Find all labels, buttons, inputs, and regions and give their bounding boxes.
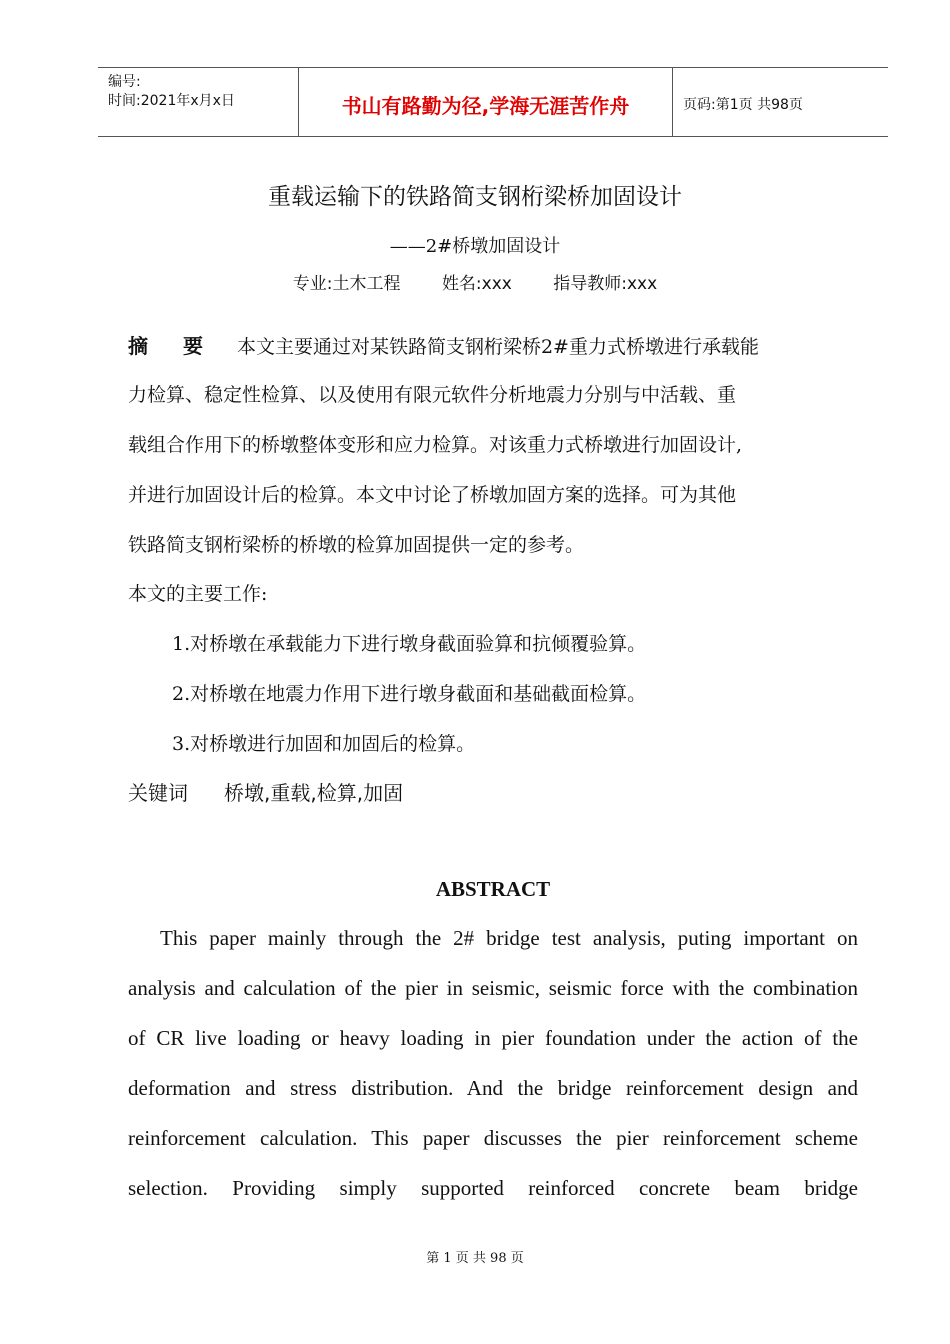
author-meta [0,269,950,294]
abstract-en-line: This paper mainly through the 2# bridge test analysis, puting important on [160,926,858,950]
abstract-cn-line [128,330,759,359]
abstract-en-line: selection. Providing simply supported reinforced concrete beam bridge [128,1176,858,1200]
abstract-en-line: reinforcement calculation. This paper discusses the pier reinforcement scheme [128,1126,858,1150]
keywords-label: 关键词 [128,781,188,805]
major-field: 专业:土木工程 [292,274,401,294]
abstract-cn-line: 铁路简支钢桁梁桥的桥墩的检算加固提供一定的参考。 [128,534,585,556]
document-header [98,67,888,137]
header-page-cell [673,68,888,136]
work-heading: 本文的主要工作: [128,583,268,605]
work-item: 3.对桥墩进行加固和加固后的检算。 [172,733,476,755]
header-meta-cell [98,68,299,136]
motto-text: 书山有路勤为径,学海无涯苦作舟 [341,94,630,118]
header-page-info: 页码:第1页 共98页 [683,97,803,113]
advisor-field: 指导教师:xxx [553,274,658,294]
abstract-en-line: deformation and stress distribution. And the bridge reinforcement design and [128,1076,858,1100]
document-subtitle: ——2#桥墩加固设计 [389,236,561,257]
keywords-value: 桥墩,重载,检算,加固 [224,781,404,805]
serial-number-label: 编号: [108,74,141,90]
abstract-en-line: analysis and calculation of the pier in seismic, seismic force with the combination [128,976,858,1000]
work-item: 2.对桥墩在地震力作用下进行墩身截面和基础截面检算。 [172,683,647,705]
header-motto-cell [299,68,673,136]
abstract-en-line: of CR live loading or heavy loading in pier foundation under the action of the [128,1026,858,1050]
abstract-cn-line: 载组合作用下的桥墩整体变形和应力检算。对该重力式桥墩进行加固设计, [128,434,743,456]
abstract-cn-text: 本文主要通过对某铁路简支钢桁梁桥2#重力式桥墩进行承载能 [236,336,759,358]
abstract-en-heading: ABSTRACT [435,877,551,901]
keywords-line [128,777,403,806]
abstract-cn-line: 力检算、稳定性检算、以及使用有限元软件分析地震力分别与中活载、重 [128,384,737,406]
name-field: 姓名:xxx [441,274,512,294]
abstract-cn-line: 并进行加固设计后的检算。本文中讨论了桥墩加固方案的选择。可为其他 [128,484,737,506]
abstract-cn-heading: 摘 要 [128,334,217,358]
date-label: 时间:2021年x月x日 [108,93,235,109]
work-item: 1.对桥墩在承载能力下进行墩身截面验算和抗倾覆验算。 [172,633,647,655]
document-title: 重载运输下的铁路简支钢桁梁桥加固设计 [268,184,682,210]
page-footer: 第 1 页 共 98 页 [426,1251,524,1266]
